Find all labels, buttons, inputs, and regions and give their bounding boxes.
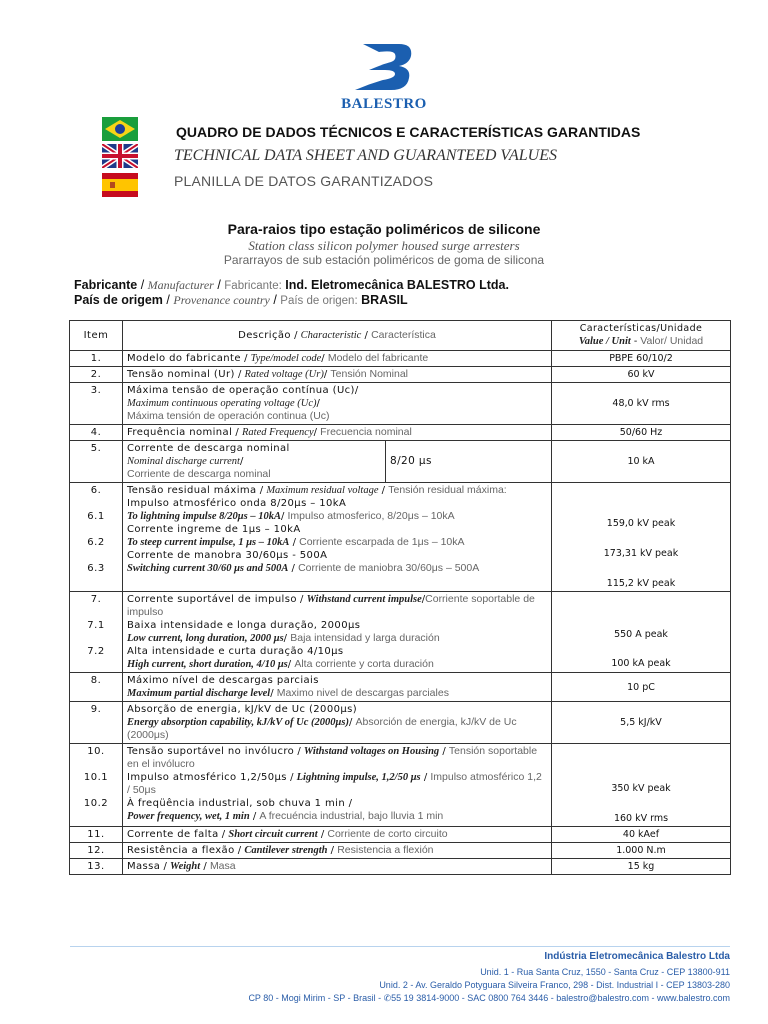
origin-line: País de origem / Provenance country / País de origen: BRASIL <box>74 293 408 307</box>
table-row <box>70 859 731 875</box>
desc-pt: Máximo nível de descargas parciais <box>127 675 319 686</box>
row-description: Tensão suportável no invólucro / Withstand voltages on Housing / Tensión soportable en el invólucro Impulso atmosférico 1,2/50μs / Lightning impulse, 1,2/50 μs / Impulso atmosférico 1,2 / 50μs À freqüência industrial, sob chuva 1 min / Power frequency, wet, 1 min / A frecuéncia industrial, bajo lluvia 1 min <box>123 744 552 827</box>
desc-es: Masa <box>209 860 236 872</box>
sub-desc-es: Corriente de maniobra 30/60μs – 500A <box>298 562 480 574</box>
row-number: 5. <box>70 441 123 483</box>
table-row <box>70 673 731 702</box>
table-row <box>70 351 731 367</box>
sub-desc-pt: À freqüência industrial, sob chuva 1 min / <box>127 798 353 809</box>
uk-flag-icon <box>102 144 138 168</box>
origin-label-pt: País de origem <box>74 293 163 307</box>
desc-es: Corriente soportable de impulso <box>127 593 535 618</box>
origin-label-es: País de origen: <box>280 295 358 307</box>
row-number <box>70 483 123 592</box>
row-number-sub: 6.2 <box>87 537 105 548</box>
desc-en: Maximum continuous operating voltage (Uc) <box>127 398 317 409</box>
desc-pt: Tensão residual máxima <box>127 485 257 496</box>
row-description: Frequência nominal / Rated Frequency/ Frecuencia nominal <box>123 425 552 441</box>
desc-es: Frecuencia nominal <box>320 426 412 438</box>
row-number: 12. <box>70 843 123 859</box>
manufacturer-label-pt: Fabricante <box>74 278 138 292</box>
sub-desc-es: Corriente escarpada de 1μs – 10kA <box>299 536 465 548</box>
row-number-sub: 10.1 <box>83 772 109 783</box>
row-description: Corrente de falta / Short circuit current / Corriente de corto circuito <box>123 827 552 843</box>
row-description: Massa / Weight / Masa <box>123 859 552 875</box>
header-item: Item <box>70 321 123 351</box>
origin-label-en: Provenance country <box>173 293 270 307</box>
row-condition: 8/20 μs <box>386 441 552 483</box>
row-number-main: 6. <box>90 485 102 496</box>
table-row <box>70 843 731 859</box>
desc-en: Withstand current impulse <box>306 594 422 605</box>
row-description: Corrente de descarga nominal Nominal discharge current/ Corriente de descarga nominal <box>123 441 386 483</box>
sub-desc-pt: Baixa intensidade e longa duração, 2000μs <box>127 620 361 631</box>
header-description: Descrição / Characteristic / Característica <box>123 321 552 351</box>
table-row <box>70 441 731 483</box>
row-value: 10 kA <box>552 441 731 483</box>
balestro-b-logo-icon <box>349 40 419 92</box>
header-value: Características/Unidade Value / Unit - Valor/ Unidad <box>552 321 731 351</box>
row-value: 1.000 N.m <box>552 843 731 859</box>
heading-portuguese: QUADRO DE DADOS TÉCNICOS E CARACTERÍSTICAS GARANTIDAS <box>176 124 641 140</box>
row-number: 3. <box>70 383 123 425</box>
sub-value: 160 kV rms <box>613 813 669 824</box>
desc-es: Tensión soportable en el invólucro <box>127 745 538 770</box>
row-description: Tensão nominal (Ur) / Rated voltage (Ur)/ Tensión Nominal <box>123 367 552 383</box>
row-value <box>552 592 731 673</box>
sub-desc-pt: Corrente de manobra 30/60μs - 500A <box>127 550 328 561</box>
desc-pt: Resistência a flexão <box>127 845 235 856</box>
table-row <box>70 425 731 441</box>
sub-value: 173,31 kV peak <box>603 548 679 559</box>
row-number: 4. <box>70 425 123 441</box>
desc-pt: Absorção de energia, kJ/kV de Uc (2000μs) <box>127 704 358 715</box>
desc-pt: Modelo do fabricante <box>127 353 241 364</box>
table-row <box>70 383 731 425</box>
product-title-english: Station class silicon polymer housed surge arresters <box>248 238 520 253</box>
footer-contact: CP 80 - Mogi Mirim - SP - Brasil - ✆55 19 3814-9000 - SAC 0800 764 3446 - balestro@balestro.com - www.balestro.com <box>248 993 730 1003</box>
desc-pt: Máxima tensão de operação contínua (Uc) <box>127 385 355 396</box>
table-header-row <box>70 321 731 351</box>
sub-desc-es: Baja intensidad y larga duración <box>290 632 440 644</box>
desc-es: Absorción de energia, kJ/kV de Uc (2000μs) <box>127 716 517 741</box>
sub-desc-es: Alta corriente y corta duración <box>294 658 434 670</box>
row-number-sub: 6.3 <box>87 563 105 574</box>
desc-es: Maximo nivel de descargas parciales <box>276 687 449 699</box>
sub-desc-es: Impulso atmosférico 1,2 / 50μs <box>127 771 542 796</box>
desc-en: Rated Frequency <box>241 427 314 438</box>
desc-pt: Massa <box>127 861 161 872</box>
sub-value: 350 kV peak <box>611 783 671 794</box>
row-number-main: 10. <box>87 746 105 757</box>
row-number-sub: 7.2 <box>87 646 105 657</box>
balestro-logo <box>336 40 432 113</box>
row-description: Modelo do fabricante / Type/model code/ Modelo del fabricante <box>123 351 552 367</box>
footer-address-1: Unid. 1 - Rua Santa Cruz, 1550 - Santa Cruz - CEP 13800-911 <box>480 967 730 977</box>
desc-es: Tensión Nominal <box>330 368 409 380</box>
sub-desc-en: High current, short duration, 4/10 μs <box>127 659 288 670</box>
sub-desc-pt: Corrente ingreme de 1μs – 10kA <box>127 524 301 535</box>
header-value-en: Value / Unit <box>578 336 631 347</box>
row-number <box>70 592 123 673</box>
row-value: 10 pC <box>552 673 731 702</box>
desc-en: Maximum partial discharge level <box>127 688 271 699</box>
desc-es: Corriente de corto circuito <box>327 828 448 840</box>
row-value <box>552 483 731 592</box>
row-value: 60 kV <box>552 367 731 383</box>
table-row <box>70 592 731 673</box>
row-value: PBPE 60/10/2 <box>552 351 731 367</box>
row-number: 9. <box>70 702 123 744</box>
sub-value: 159,0 kV peak <box>606 518 676 529</box>
desc-en: Maximum residual voltage <box>266 485 379 496</box>
product-title-spanish: Pararrayos de sub estación poliméricos de goma de silicona <box>223 253 545 267</box>
logo-brand-text: BALESTRO <box>341 96 427 112</box>
table-row <box>70 827 731 843</box>
brazil-flag-icon <box>102 117 138 141</box>
row-number-sub: 6.1 <box>87 511 105 522</box>
technical-data-table <box>69 320 731 875</box>
desc-en: Short circuit current <box>228 829 318 840</box>
heading-spanish: PLANILLA DE DATOS GARANTIZADOS <box>174 173 434 189</box>
table-row <box>70 483 731 592</box>
header-desc-es: Característica <box>371 329 436 341</box>
desc-en: Withstand voltages on Housing <box>303 746 440 757</box>
sub-desc-es: Impulso atmosferico, 8/20μs – 10kA <box>287 510 455 522</box>
desc-en: Rated voltage (Ur) <box>244 369 324 380</box>
desc-pt: Tensão nominal (Ur) <box>127 369 235 380</box>
table-row <box>70 744 731 827</box>
sub-desc-pt: Impulso atmosférico onda 8/20μs – 10kA <box>127 498 347 509</box>
row-value: 50/60 Hz <box>552 425 731 441</box>
row-number-sub: 7.1 <box>87 620 105 631</box>
heading-english: TECHNICAL DATA SHEET AND GUARANTEED VALUES <box>174 147 557 164</box>
sub-desc-pt: Impulso atmosférico 1,2/50μs <box>127 772 287 783</box>
desc-pt: Corrente suportável de impulso <box>127 594 297 605</box>
table-row <box>70 702 731 744</box>
row-number-main: 7. <box>90 594 102 605</box>
row-description: Máximo nível de descargas parciais Maximum partial discharge level/ Maximo nivel de descargas parciales <box>123 673 552 702</box>
desc-en: Type/model code <box>250 353 322 364</box>
desc-pt: Frequência nominal <box>127 427 233 438</box>
spain-flag-icon <box>102 173 138 197</box>
sub-desc-es: A frecuéncia industrial, bajo lluvia 1 min <box>259 810 444 822</box>
manufacturer-value: Ind. Eletromecânica BALESTRO Ltda. <box>285 278 509 292</box>
sub-desc-en: Switching current 30/60 μs and 500A <box>127 563 289 574</box>
row-number-sub: 10.2 <box>83 798 109 809</box>
footer-divider <box>70 946 730 947</box>
manufacturer-label-en: Manufacturer <box>147 278 214 292</box>
desc-es: Modelo del fabricante <box>327 352 429 364</box>
row-number: 1. <box>70 351 123 367</box>
header-desc-en: Characteristic <box>300 330 362 341</box>
sub-desc-en: Power frequency, wet, 1 min <box>127 811 250 822</box>
row-description: Resistência a flexão / Cantilever strength / Resistencia a flexión <box>123 843 552 859</box>
row-number: 8. <box>70 673 123 702</box>
sub-value: 550 A peak <box>614 629 668 640</box>
row-description: Absorção de energia, kJ/kV de Uc (2000μs) Energy absorption capability, kJ/kV of Uc (2000μs)/ Absorción de energia, kJ/kV de Uc (2000μs) <box>123 702 552 744</box>
row-description: Corrente suportável de impulso / Withstand current impulse/Corriente soportable de impulso Baixa intensidade e longa duração, 2000μs Low current, long duration, 2000 μs/ Baja intensidad y larga duración Alta intensidade e curta duração 4/10μs High current, short duration, 4/10 μs/ Alta corriente y corta duración <box>123 592 552 673</box>
row-value: 40 kAef <box>552 827 731 843</box>
desc-es: Corriente de descarga nominal <box>127 468 271 480</box>
footer-company: Indústria Eletromecânica Balestro Ltda <box>544 951 730 962</box>
sub-desc-pt: Alta intensidade e curta duração 4/10μs <box>127 646 344 657</box>
sub-desc-en: To steep current impulse, 1 μs – 10kA <box>127 537 290 548</box>
sub-value: 115,2 kV peak <box>606 578 676 589</box>
row-number <box>70 744 123 827</box>
row-value: 48,0 kV rms <box>552 383 731 425</box>
desc-es: Máxima tensión de operación continua (Uc) <box>127 410 330 422</box>
desc-es: Tensión residual máxima: <box>388 484 507 496</box>
origin-value: BRASIL <box>361 293 408 307</box>
desc-pt: Corrente de falta <box>127 829 219 840</box>
desc-en: Cantilever strength <box>244 845 328 856</box>
row-number: 11. <box>70 827 123 843</box>
sub-value: 100 kA peak <box>611 658 671 669</box>
sub-desc-en: Lightning impulse, 1,2/50 μs <box>296 772 421 783</box>
sub-desc-en: To lightning impulse 8/20μs – 10kA <box>127 511 281 522</box>
desc-en: Weight <box>170 861 201 872</box>
header-desc-pt: Descrição <box>238 330 291 341</box>
desc-es: Resistencia a flexión <box>337 844 434 856</box>
desc-pt: Corrente de descarga nominal <box>127 443 290 454</box>
product-title-portuguese: Para-raios tipo estação poliméricos de silicone <box>227 221 541 237</box>
header-value-es: Valor/ Unidad <box>640 335 704 347</box>
header-value-pt: Características/Unidade <box>579 323 703 334</box>
row-description: Máxima tensão de operação contínua (Uc)/ Maximum continuous operating voltage (Uc)/ Máxima tensión de operación continua (Uc) <box>123 383 552 425</box>
row-value <box>552 744 731 827</box>
desc-en: Energy absorption capability, kJ/kV of Uc (2000μs) <box>127 717 349 728</box>
row-value: 15 kg <box>552 859 731 875</box>
sub-desc-en: Low current, long duration, 2000 μs <box>127 633 284 644</box>
table-row <box>70 367 731 383</box>
row-number: 13. <box>70 859 123 875</box>
manufacturer-label-es: Fabricante: <box>224 280 282 292</box>
row-description: Tensão residual máxima / Maximum residual voltage / Tensión residual máxima: Impulso atmosférico onda 8/20μs – 10kA To lightning impulse 8/20μs – 10kA/ Impulso atmosferico, 8/20μs – 10kA Corrente ingreme de 1μs – 10kA To steep current impulse, 1 μs – 10kA / Corriente escarpada de 1μs – 10kA Corrente de manobra 30/60μs - 500A Switching current 30/60 μs and 500A / Corriente de maniobra 30/60μs – 500A <box>123 483 552 592</box>
footer-address-2: Unid. 2 - Av. Geraldo Potyguara Silveira Franco, 298 - Dist. Industrial I - CEP 13803-280 <box>379 980 730 990</box>
desc-pt: Tensão suportável no invólucro <box>127 746 295 757</box>
row-value: 5,5 kJ/kV <box>552 702 731 744</box>
row-number: 2. <box>70 367 123 383</box>
desc-en: Nominal discharge current <box>127 456 240 467</box>
manufacturer-line: Fabricante / Manufacturer / Fabricante: Ind. Eletromecânica BALESTRO Ltda. <box>74 278 509 292</box>
